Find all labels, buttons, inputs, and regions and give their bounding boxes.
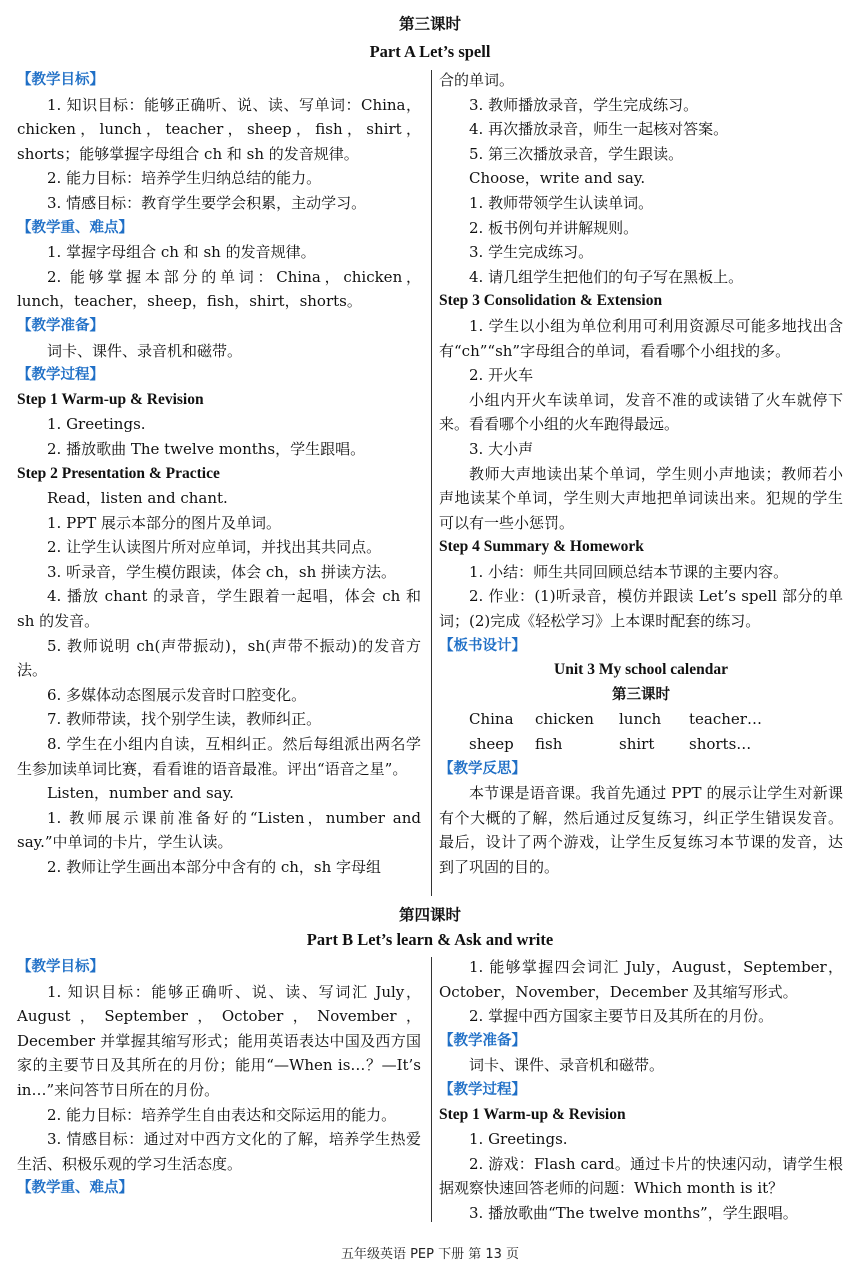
column-divider (431, 70, 432, 896)
paragraph: 1. 教师带领学生认读单词。 (469, 193, 654, 212)
lesson-subtitle-4: Part B Let’s learn & Ask and write (306, 930, 554, 949)
paragraph: 1. Greetings. (469, 1130, 568, 1149)
paragraph: 1. 小结：师生共同回顾总结本节课的主要内容。 (469, 562, 789, 581)
step-heading: Step 1 Warm-up & Revision (17, 390, 204, 408)
paragraph: 5. 第三次播放录音，学生跟读。 (469, 144, 684, 163)
paragraph: 2. 板书例句并讲解规则。 (469, 218, 639, 237)
section-heading: 【教学重、难点】 (17, 219, 133, 236)
paragraph: 教师大声地读出某个单词，学生则小声地读；教师若小声地读某个单词，学生则大声地把单词读出来。犯规的学生可以有一些小惩罚。 (439, 464, 843, 532)
paragraph: 2. 掌握中西方国家主要节日及其所在的月份。 (469, 1007, 774, 1026)
paragraph: Read，listen and chant. (47, 489, 228, 508)
board-word: chicken (535, 710, 594, 729)
paragraph: 2. 游戏：Flash card。通过卡片的快速闪动，请学生根据观察快速回答老师的问题：Which month is it？ (439, 1154, 843, 1198)
section-heading: 【教学过程】 (439, 1081, 526, 1098)
step-heading: Step 4 Summary & Homework (439, 538, 644, 556)
paragraph: 1. 学生以小组为单位利用可利用资源尽可能多地找出含有“ch”“sh”字母组合的单词，看看哪个小组找的多。 (439, 316, 843, 360)
paragraph: 5. 教师说明 ch(声带振动)，sh(声带不振动)的发音方法。 (17, 636, 421, 680)
paragraph: 2. 教师让学生画出本部分中含有的 ch，sh 字母组 (47, 858, 382, 876)
paragraph: 3. 播放歌曲“The twelve months”，学生跟唱。 (469, 1203, 798, 1222)
paragraph: Choose，write and say. (469, 169, 646, 188)
paragraph: 2. 能够掌握本部分的单词：China，chicken，lunch，teacher，sheep，fish，shirt，shorts。 (17, 267, 421, 311)
paragraph: 2. 开火车 (469, 366, 534, 385)
board-word-row (439, 732, 843, 757)
paragraph: 2. 让学生认读图片所对应单词，并找出其共同点。 (47, 538, 382, 557)
paragraph: 2. 作业：(1)听录音，模仿并跟读 Let’s spell 部分的单词；(2)完成《轻松学习》上本课时配套的练习。 (439, 587, 843, 631)
lesson4-left-column (17, 955, 421, 1201)
step-heading: Step 1 Warm-up & Revision (439, 1105, 626, 1123)
paragraph: 1. 掌握字母组合 ch 和 sh 的发音规律。 (47, 243, 316, 262)
paragraph: 2. 能力目标：培养学生自由表达和交际运用的能力。 (47, 1105, 397, 1124)
board-word: fish (535, 735, 563, 754)
section-heading: 【教学目标】 (17, 72, 104, 88)
paragraph: 8. 学生在小组内自读，互相纠正。然后每组派出两名学生参加读单词比赛，看看谁的语音最准。评出“语音之星”。 (17, 735, 421, 778)
board-word-row (439, 707, 843, 732)
column-divider (431, 957, 432, 1222)
board-word: sheep (469, 735, 514, 754)
paragraph: 1. 教师展示课前准备好的“Listen，number and say.”中单词的卡片，学生认读。 (17, 808, 421, 852)
paragraph: 3. 情感目标：通过对中西方文化的了解，培养学生热爱生活、积极乐观的学习生活态度。 (17, 1130, 421, 1173)
board-word: teacher… (689, 710, 762, 729)
step-heading: Step 3 Consolidation & Extension (439, 292, 663, 310)
section-heading: 【教学重、难点】 (17, 1180, 133, 1197)
board-subtitle: 第三课时 (612, 686, 670, 703)
board-title: Unit 3 My school calendar (554, 661, 728, 679)
section-heading: 【教学过程】 (17, 367, 104, 384)
paragraph: 1. 知识目标：能够正确听、说、读、写词汇 July，August，September，October，November，December 并掌握其缩写形式；能用英语表达中国及西方国家的主要节日及其所在的月份；能用“—When is…？—It’s in…”来问答节日所在的月份。 (17, 982, 421, 1099)
board-word: shirt (619, 735, 655, 754)
paragraph: 合的单词。 (439, 71, 515, 89)
board-word: China (469, 710, 514, 729)
paragraph: 3. 情感目标：教育学生要学会积累，主动学习。 (47, 193, 367, 212)
section-heading: 【教学目标】 (17, 959, 104, 975)
lesson4-right-column (439, 955, 843, 1226)
paragraph: 词卡、课件、录音机和磁带。 (469, 1056, 665, 1075)
paragraph: 1. 能够掌握四会词汇 July，August，September，October，November，December 及其缩写形式。 (439, 958, 843, 1001)
lesson-title-3: 第三课时 (398, 15, 461, 33)
paragraph: 1. Greetings. (47, 415, 146, 434)
lesson3-right-column (439, 68, 843, 880)
board-word: lunch (619, 710, 662, 729)
lesson-title-4: 第四课时 (398, 906, 461, 924)
paragraph: 7. 教师带读，找个别学生读，教师纠正。 (47, 710, 322, 729)
page-footer: 五年级英语 PEP 下册 第 13 页 (340, 1247, 520, 1262)
section-heading: 【教学反思】 (439, 760, 526, 777)
lesson-subtitle-3: Part A Let’s spell (369, 42, 491, 61)
board-word: shorts… (689, 735, 752, 754)
paragraph: 词卡、课件、录音机和磁带。 (47, 341, 243, 360)
paragraph: 1. 知识目标：能够正确听、说、读、写单词：China，chicken，lunch，teacher，sheep，fish，shirt，shorts；能够掌握字母组合 ch 和 sh 的发音规律。 (17, 95, 421, 163)
section-heading: 【教学准备】 (439, 1032, 526, 1049)
paragraph: 4. 再次播放录音，师生一起核对答案。 (469, 120, 729, 139)
paragraph: 本节课是语音课。我首先通过 PPT 的展示让学生对新课有个大概的了解，然后通过反复练习，纠正学生错误发音。最后，设计了两个游戏，让学生反复练习本节课的发音，达到了巩固的目的。 (439, 784, 843, 876)
paragraph: 1. PPT 展示本部分的图片及单词。 (47, 513, 282, 532)
paragraph: 小组内开火车读单词，发音不准的或读错了火车就停下来。看看哪个小组的火车跑得最远。 (439, 390, 843, 434)
paragraph: 3. 大小声 (469, 439, 534, 458)
paragraph: 6. 多媒体动态图展示发音时口腔变化。 (47, 685, 307, 704)
step-heading: Step 2 Presentation & Practice (17, 464, 220, 482)
paragraph: Listen，number and say. (47, 784, 234, 803)
paragraph: 3. 学生完成练习。 (469, 243, 594, 262)
section-heading: 【板书设计】 (439, 637, 526, 654)
paragraph: 2. 能力目标：培养学生归纳总结的能力。 (47, 169, 322, 188)
paragraph: 2. 播放歌曲 The twelve months，学生跟唱。 (47, 439, 366, 458)
paragraph: 3. 教师播放录音，学生完成练习。 (469, 95, 699, 114)
paragraph: 4. 播放 chant 的录音，学生跟着一起唱，体会 ch 和 sh 的发音。 (17, 587, 421, 631)
lesson3-left-column (17, 68, 421, 880)
paragraph: 3. 听录音，学生模仿跟读，体会 ch，sh 拼读方法。 (47, 562, 397, 581)
paragraph: 4. 请几组学生把他们的句子写在黑板上。 (469, 267, 744, 286)
section-heading: 【教学准备】 (17, 317, 104, 334)
